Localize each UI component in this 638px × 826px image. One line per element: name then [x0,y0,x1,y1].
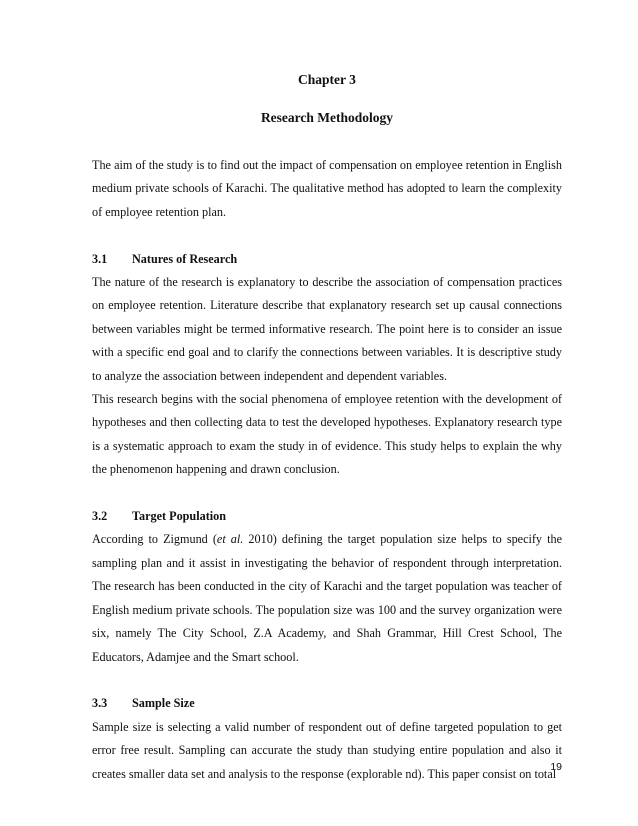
section-number: 3.2 [92,509,108,524]
chapter-title: Chapter 3 [298,72,356,87]
section-heading-3-2 [92,505,562,528]
section-title: Sample Size [132,696,195,711]
section-3-3-paragraph: Sample size is selecting a valid number of respondent out of define targeted population to get error free result. Sampling can accurate the study than studying entire population and also it creates smaller data set and analysis to the response (explorable nd). This paper consist on total [92,719,562,781]
section-heading-3-3 [92,692,562,715]
section-3-2-paragraph [92,528,562,668]
section-heading-3-1 [92,248,562,271]
document-body [92,154,562,786]
spacer [92,224,562,247]
citation-prefix: According to Zigmund ( [92,532,217,547]
page-number: 19 [550,761,562,773]
section-title: Natures of Research [132,251,238,266]
spacer [92,482,562,505]
citation-rest: 2010) defining the target population size helps to specify the sampling plan and it assist in investigating the behavior of respondent through interpretation. The research has been conducted in the city of Karachi and the target population was teacher of English medium private schools. The population size was 100 and the survey organization were six, namely The City School, Z.A Academy, and Shah Grammar, Hill Crest School, The Educators, Adamjee and the Smart school. [92,532,562,664]
section-3-1-paragraph-1: The nature of the research is explanatory to describe the association of compensation practices on employee retention. Literature describe that explanatory research set up causal connections between variables might be termed informative research. The point here is to consider an issue with a specific end goal and to clarify the connections between variables. It is descriptive study to analyze the association between independent and dependent variables. [92,275,562,383]
citation-italic: et al. [216,532,244,547]
chapter-subtitle: Research Methodology [260,110,394,125]
section-number: 3.3 [92,696,108,711]
spacer [92,669,562,692]
section-3-1-paragraph-2: This research begins with the social phenomena of employee retention with the development of hypotheses and then collecting data to test the developed hypotheses. Explanatory research type is a systematic approach to exam the study in of evidence. This study helps to explain the why the phenomenon happening and drawn conclusion. [92,392,562,477]
section-number: 3.1 [92,251,108,266]
section-title: Target Population [132,509,227,524]
intro-paragraph: The aim of the study is to find out the impact of compensation on employee retention in English medium private schools of Karachi. The qualitative method has adopted to learn the complexity of employee retention plan. [92,158,562,219]
